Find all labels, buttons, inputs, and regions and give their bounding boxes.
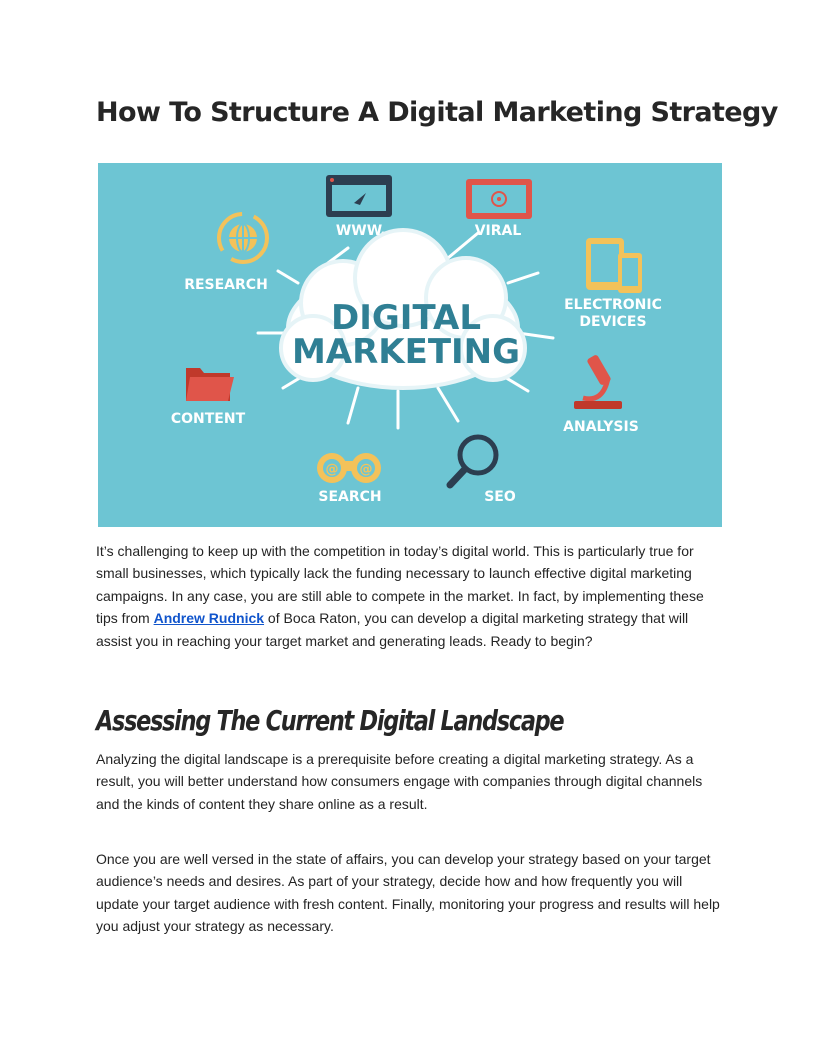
video-icon <box>466 179 532 219</box>
svg-text:@: @ <box>359 462 373 477</box>
label-electronic-line2: DEVICES <box>579 314 647 330</box>
label-electronic-line1: ELECTRONIC <box>564 297 662 313</box>
page-title: How To Structure A Digital Marketing Strategy <box>96 97 778 128</box>
label-research: RESEARCH <box>184 277 268 293</box>
label-analysis: ANALYSIS <box>563 419 639 435</box>
browser-icon <box>326 175 392 217</box>
section-heading: Assessing The Current Digital Landscape <box>96 704 564 737</box>
andrew-rudnick-link[interactable]: Andrew Rudnick <box>153 610 265 627</box>
intro-paragraph: It’s challenging to keep up with the competition in today’s digital world. This is particularly true for small businesses, which typically lack the funding necessary to launch effective digital marketing campaigns. In any case, you are still able to compete in the market. In fact, by implementing these tips from Andrew Rudnick of Boca Raton, you can develop a digital marketing strategy that will assist you in reaching your target market and generating leads. Ready to begin? <box>96 543 704 649</box>
label-www: WWW <box>335 223 383 239</box>
label-viral: VIRAL <box>474 223 522 239</box>
digital-marketing-illustration <box>98 163 722 527</box>
label-search: SEARCH <box>318 489 382 505</box>
svg-text:@: @ <box>325 462 339 477</box>
cloud-text-digital: DIGITAL <box>331 298 481 338</box>
cloud-text-marketing: MARKETING <box>291 332 521 372</box>
section-paragraph-1: Analyzing the digital landscape is a prerequisite before creating a digital marketing strategy. As a result, you will better understand how consumers engage with companies through digital channels and the kinds of content they share online as a result. <box>96 751 703 812</box>
section-paragraph-2: Once you are well versed in the state of affairs, you can develop your strategy based on your target audience’s needs and desires. As part of your strategy, decide how and how frequently you will update your target audience with fresh content. Finally, monitoring your progress and results will help you adjust your strategy as necessary. <box>96 851 720 935</box>
label-content: CONTENT <box>170 411 246 427</box>
label-seo: SEO <box>484 489 516 505</box>
